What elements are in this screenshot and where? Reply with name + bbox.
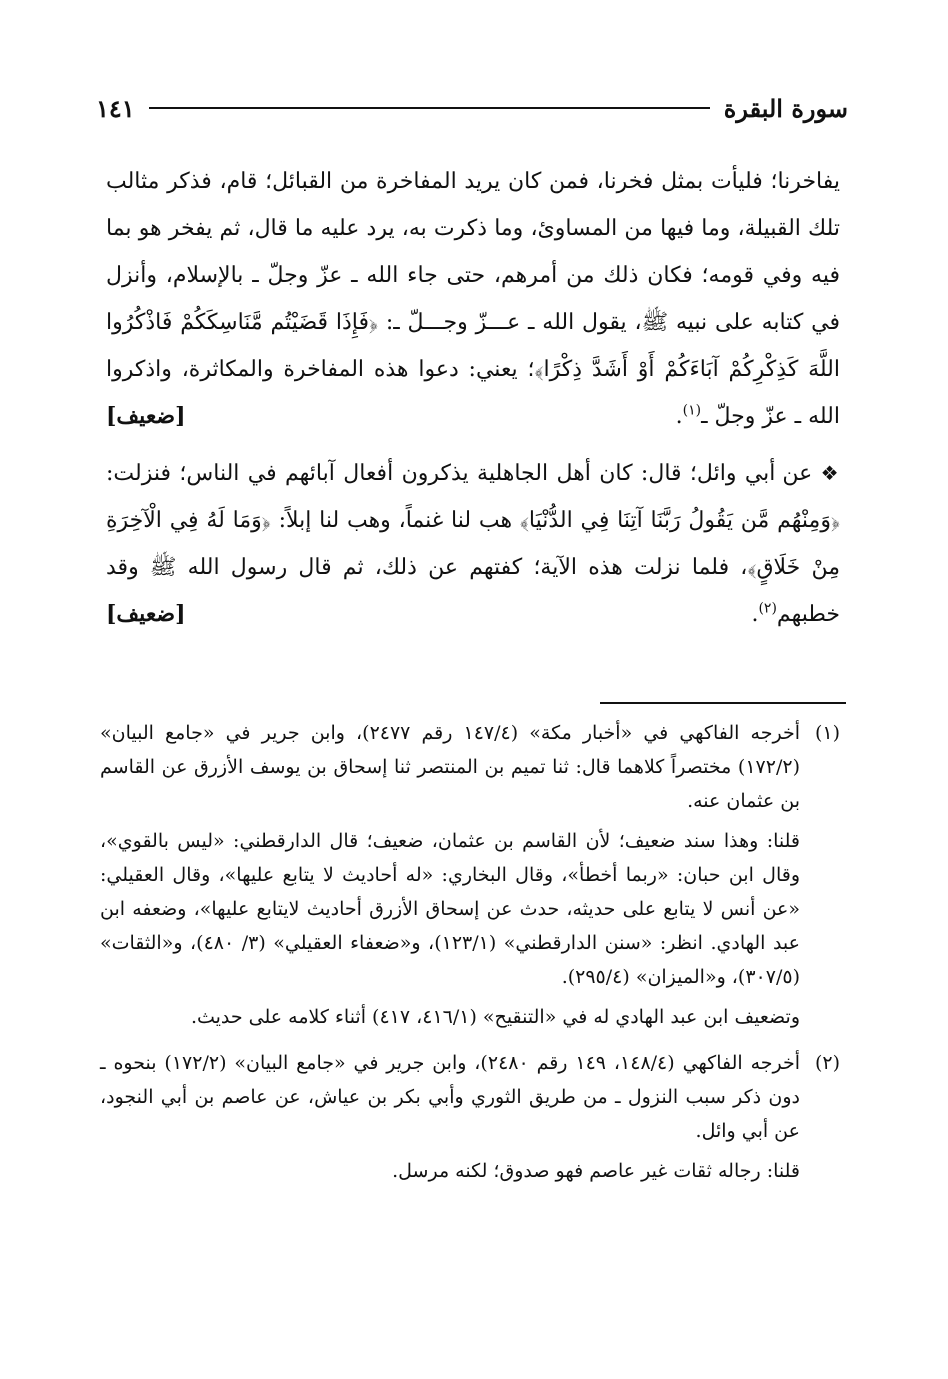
paragraph-marker-icon: ❖ — [820, 461, 840, 485]
paragraph-1 — [106, 158, 840, 440]
footnote-paragraph: أخرجه الفاكهي (١٤٨/٤، ١٤٩ رقم ٢٤٨٠)، وابن جرير في «جامع البيان» (١٧٢/٢) بنحوه ـ دون ذكر سبب النزول ـ من طريق الثوري وأبي بكر بن عياش، عن عاصم بن أبي النجود، عن أبي وائل. — [100, 1052, 801, 1142]
footnote-body — [100, 716, 800, 1040]
footnote-separator — [600, 702, 846, 704]
footnote-ref-2: (٢) — [758, 600, 777, 617]
footnote-paragraph: قلنا: رجاله ثقات غير عاصم فهو صدوق؛ لكنه مرسل. — [392, 1160, 800, 1182]
footnote-number: (٢) — [814, 1052, 840, 1074]
paragraph-1-end: . — [675, 404, 683, 429]
footnotes — [100, 716, 840, 1200]
footnote-body — [100, 1046, 800, 1194]
surah-title: سورة البقرة — [723, 93, 848, 123]
footnote-number: (١) — [814, 722, 840, 744]
paragraph-2 — [106, 450, 840, 638]
main-text — [106, 158, 840, 638]
paragraph-2-end: . — [751, 602, 759, 627]
footnote-1 — [100, 716, 840, 1040]
footnote-ref-1: (١) — [682, 402, 702, 419]
footnote-paragraph: وتضعيف ابن عبد الهادي له في «التنقيح» (٤١٦/١، ٤١٧) أثناء كلامه على حديث. — [190, 1006, 800, 1028]
footnote-paragraph: أخرجه الفاكهي في «أخبار مكة» (١٤٧/٤ رقم ٢٤٧٧)، وابن جرير في «جامع البيان» (١٧٢/٢) مختصراً كلاهما قال: ثنا تميم بن المنتصر ثنا إسحاق بن يوسف الأزرق عن القاسم بن عثمان عنه. — [100, 722, 800, 812]
page-number: ١٤١ — [96, 93, 135, 123]
footnote-paragraph: قلنا: وهذا سند ضعيف؛ لأن القاسم بن عثمان، ضعيف؛ قال الدارقطني: «ليس بالقوي»، وقال ابن حبان: «ربما أخطأ»، وقال البخاري: «له أحاديث لا يتابع عليها»، وقال العقيلي: «عن أنس لا يتابع على حديثه، حدث عن إسحاق الأزرق أحاديث لايتابع عليها»، وضعفه ابن عبد الهادي. انظر: «سنن الدارقطني» (١٢٣/١)، و«ضعفاء العقيلي» (٣/ ٤٨٠)، و«الثقات» (٣٠٧/٥)، و«الميزان» (٢٩٥/٤). — [100, 830, 800, 988]
grade-label-1: [ضعيف] — [106, 403, 186, 429]
grade-label-2: [ضعيف] — [106, 601, 186, 627]
paragraph-1-text: يفاخرنا؛ فليأت بمثل فخرنا، فمن كان يريد المفاخرة من القبائل؛ قام، فذكر مثالب تلك القبيلة، وما فيها من المساوئ، وما ذكرت به، يرد عليه ما قال، ثم يفخر هو بما فيه وفي قومه؛ فكان ذلك من أمرهم، حتى جاء الله ـ عزّ وجلّ ـ بالإسلام، وأنزل في كتابه على نبيه ﷺ، يقول الله ـ عـــزّ وجـــلّ ـ: ﴿فَإِذَا قَضَيْتُم مَّنَاسِكَكُمْ فَاذْكُرُوا اللَّهَ كَذِكْرِكُمْ آبَاءَكُمْ أَوْ أَشَدَّ ذِكْرًا﴾؛ يعني: دعوا هذه المفاخرة والمكاثرة، واذكروا الله ـ عزّ وجلّ ـ — [106, 169, 841, 429]
footnote-2 — [100, 1046, 840, 1194]
paragraph-2-text: عن أبي وائل؛ قال: كان أهل الجاهلية يذكرون أفعال آبائهم في الناس؛ فنزلت: ﴿وَمِنْهُم مَّن يَقُولُ رَبَّنَا آتِنَا فِي الدُّنْيَا﴾ هب لنا غنماً، وهب لنا إبلاً: ﴿وَمَا لَهُ فِي الْآخِرَةِ مِنْ خَلَاقٍ﴾، فلما نزلت هذه الآية؛ كفتهم عن ذلك، ثم قال رسول الله ﷺ وقد خطبهم — [106, 461, 840, 627]
header-rule — [149, 107, 710, 109]
page-header — [96, 88, 848, 128]
